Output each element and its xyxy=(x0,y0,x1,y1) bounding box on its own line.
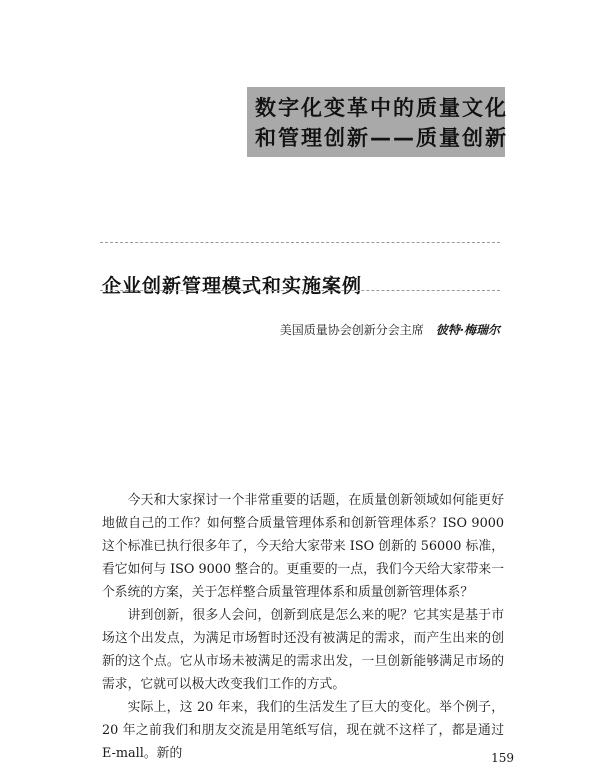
article-body xyxy=(102,489,504,765)
section-header-line-2: 和管理创新——质量创新 xyxy=(255,126,508,150)
body-paragraph: 今天和大家探讨一个非常重要的话题，在质量创新领域如何能更好地做自己的工作？如何整合质量管理体系和创新管理体系？ISO 9000 这个标准已执行很多年了，今天给大家带来 ISO 创新的 56000 标准，看它如何与 ISO 9000 整合的。更重要的一点，我们今天给大家带来一个系统的方案，关于怎样整合质量管理体系和质量创新管理体系？ xyxy=(102,493,504,600)
section-header-line-1: 数字化变革中的质量文化 xyxy=(255,96,508,120)
speaker-role: 美国质量协会创新分会主席 xyxy=(279,323,424,337)
page-number: 159 xyxy=(491,751,514,765)
article-title: 企业创新管理模式和实施案例 xyxy=(102,274,363,297)
section-header-banner xyxy=(247,87,508,157)
byline xyxy=(280,321,500,338)
speaker-name: 彼特·梅瑞尔 xyxy=(435,323,500,337)
body-paragraph: 讲到创新，很多人会问，创新到底是怎么来的呢？它其实是基于市场这个出发点，为满足市场暂时还没有被满足的需求，而产生出来的创新的这个点。它从市场未被满足的需求出发，一旦创新能够满足市场的需求，它就可以极大改变我们工作的方式。 xyxy=(102,608,504,692)
title-rule-bottom xyxy=(100,290,500,291)
body-paragraph: 实际上，这 20 年来，我们的生活发生了巨大的变化。举个例子，20 年之前我们和朋友交流是用笔纸写信，现在就不这样了，都是通过 E-mall。新的 xyxy=(102,700,504,761)
title-rule-top xyxy=(100,242,500,243)
